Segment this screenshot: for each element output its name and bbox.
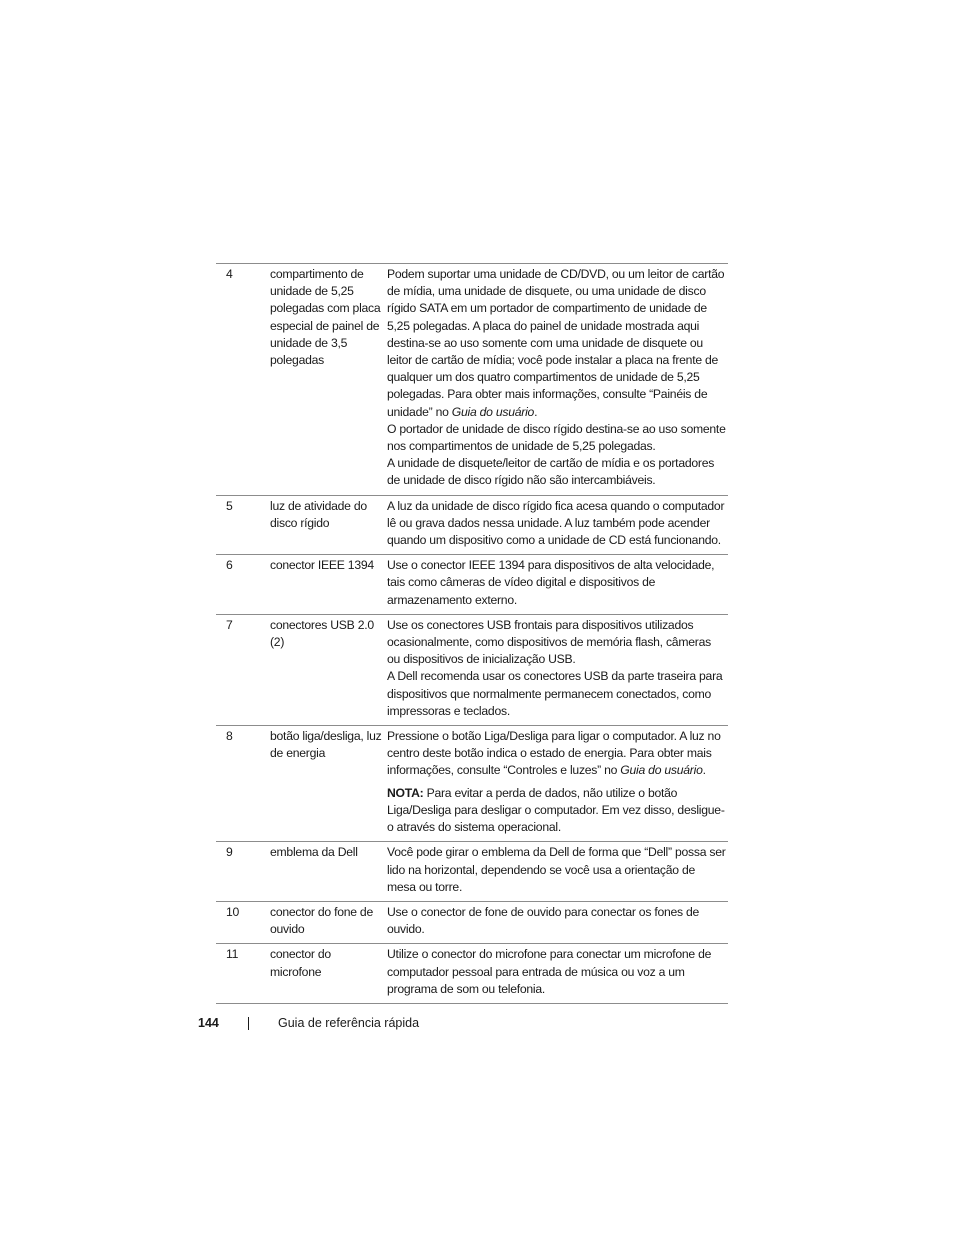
component-description	[387, 614, 728, 725]
component-name: conector do microfone	[270, 944, 387, 1004]
description-paragraph: A Dell recomenda usar os conectores USB da parte traseira para dispositivos que normalmente permanecem conectados, como impressoras e teclados.	[387, 669, 723, 718]
component-name: conector IEEE 1394	[270, 555, 387, 615]
description-paragraph: Utilize o conector do microfone para conectar um microfone de computador pessoal para entrada de música ou voz a um programa de som ou telefonia.	[387, 947, 712, 996]
component-table	[216, 263, 728, 1004]
description-paragraph: Use o conector IEEE 1394 para dispositivos de alta velocidade, tais como câmeras de vídeo digital e dispositivos de armazenamento externo.	[387, 558, 715, 607]
table-row	[216, 495, 728, 555]
component-description	[387, 555, 728, 615]
table-row	[216, 944, 728, 1004]
component-name: emblema da Dell	[270, 842, 387, 902]
row-number: 8	[216, 726, 270, 842]
row-number: 10	[216, 901, 270, 943]
description-paragraph: Pressione o botão Liga/Desliga para ligar o computador. A luz no centro deste botão indica o estado de energia. Para obter mais informações, consulte “Controles e luzes” no Guia do usuário.	[387, 729, 721, 778]
component-description	[387, 944, 728, 1004]
component-description	[387, 495, 728, 555]
guide-reference: Guia do usuário	[620, 763, 703, 778]
component-name: luz de atividade do disco rígido	[270, 495, 387, 555]
row-number: 5	[216, 495, 270, 555]
component-name: conectores USB 2.0 (2)	[270, 614, 387, 725]
row-number: 4	[216, 264, 270, 496]
component-description	[387, 842, 728, 902]
table-row	[216, 264, 728, 496]
table-row	[216, 555, 728, 615]
row-number: 6	[216, 555, 270, 615]
page-number: 144	[198, 1016, 219, 1030]
component-name: botão liga/desliga, luz de energia	[270, 726, 387, 842]
row-number: 9	[216, 842, 270, 902]
table-row	[216, 842, 728, 902]
component-name: compartimento de unidade de 5,25 polegadas com placa especial de painel de unidade de 3,5 polegadas	[270, 264, 387, 496]
component-name: conector do fone de ouvido	[270, 901, 387, 943]
row-number: 11	[216, 944, 270, 1004]
document-title: Guia de referência rápida	[278, 1016, 420, 1030]
component-description	[387, 264, 728, 496]
row-number: 7	[216, 614, 270, 725]
description-paragraph: Use os conectores USB frontais para dispositivos utilizados ocasionalmente, como dispositivos de memória flash, câmeras ou dispositivos de inicialização USB.	[387, 617, 711, 667]
component-description	[387, 901, 728, 943]
footer-divider	[248, 1017, 249, 1030]
table-row	[216, 726, 728, 842]
description-paragraph: O portador de unidade de disco rígido destina-se ao uso somente nos compartimentos de unidade de 5,25 polegadas.	[387, 421, 726, 454]
table-row	[216, 614, 728, 725]
component-description	[387, 726, 728, 842]
guide-reference: Guia do usuário	[451, 404, 535, 419]
description-paragraph: Use o conector de fone de ouvido para conectar os fones de ouvido.	[387, 904, 700, 937]
description-paragraph: A luz da unidade de disco rígido fica acesa quando o computador lê ou grava dados nessa unidade. A luz também pode acender quando um dispositivo como a unidade de CD está funcionando.	[387, 498, 725, 548]
description-paragraph: A unidade de disquete/leitor de cartão de mídia e os portadores de unidade de disco rígido não são intercambiáveis.	[387, 456, 715, 488]
table-row	[216, 901, 728, 943]
note-paragraph: NOTA: Para evitar a perda de dados, não utilize o botão Liga/Desliga para desligar o computador. Em vez disso, desligue-o através do sistema operacional.	[387, 785, 725, 835]
description-paragraph: Podem suportar uma unidade de CD/DVD, ou um leitor de cartão de mídia, uma unidade de disquete, ou uma unidade de disco rígido SATA em um portador de compartimento de unidade de 5,25 polegadas. A placa do painel de unidade mostrada aqui destina-se ao uso somente com uma unidade de disquete ou leitor de cartão de mídia; você pode instalar a placa na frente de qualquer um dos quatro compartimentos de unidade de 5,25 polegadas. Para obter mais informações, consulte “Painéis de unidade” no Guia do usuário.	[387, 267, 725, 419]
description-paragraph: Você pode girar o emblema da Dell de forma que “Dell” possa ser lido na horizontal, dependendo se você usa a orientação de mesa ou torre.	[387, 845, 726, 894]
note-label: NOTA:	[387, 785, 424, 800]
